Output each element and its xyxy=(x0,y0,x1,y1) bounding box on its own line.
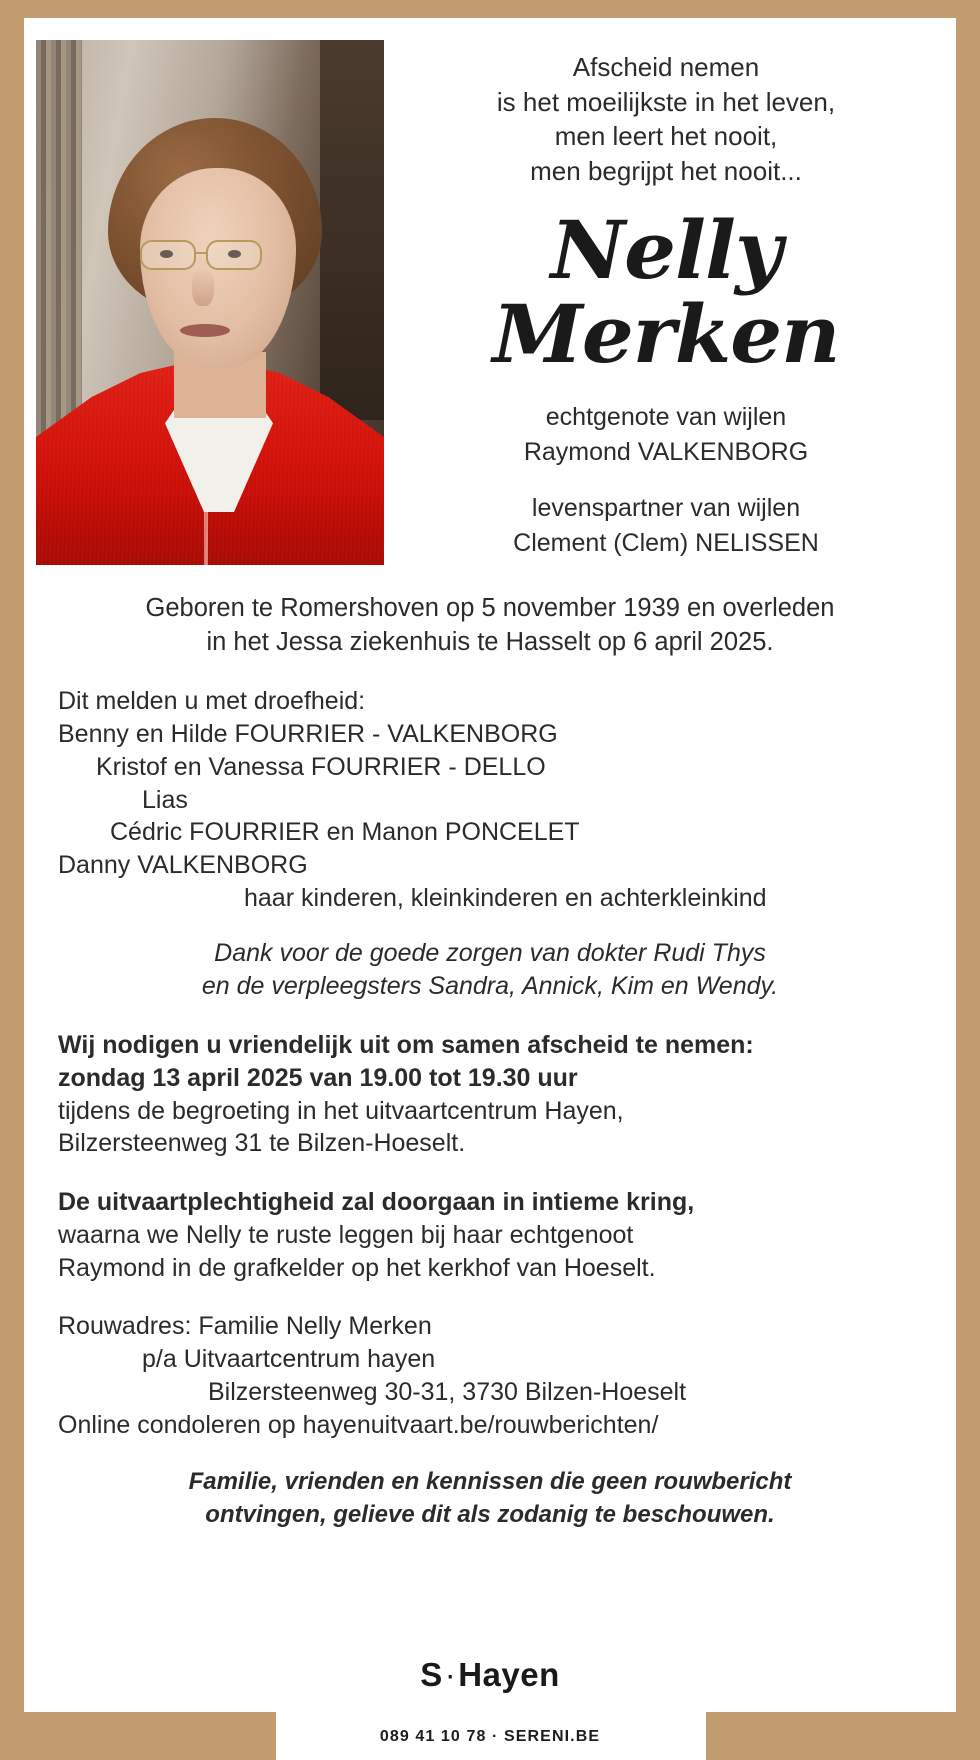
announcement-intro: Dit melden u met droefheid: xyxy=(58,687,366,716)
memorial-poem xyxy=(402,50,930,188)
mourning-address-line-3: Bilzersteenweg 30-31, 3730 Bilzen-Hoeselt xyxy=(208,1377,687,1406)
partner-relation xyxy=(402,491,930,560)
logo-name: Hayen xyxy=(458,1656,560,1693)
birth-death-line-1: Geboren te Romershoven op 5 november 1939 en overleden xyxy=(145,594,835,622)
mourning-address-block xyxy=(58,1310,922,1441)
family-member-1: Benny en Hilde FOURRIER - VALKENBORG xyxy=(58,720,558,749)
deceased-last-name: Merken xyxy=(492,287,840,382)
portrait-chair-right xyxy=(320,40,384,420)
ceremony-line-2: Raymond in de grafkelder op het kerkhof van Hoeselt. xyxy=(58,1253,656,1282)
poem-line-3: men leert het nooit, xyxy=(554,121,778,152)
logo-separator-dot: · xyxy=(444,1656,457,1693)
family-member-4: Cédric FOURRIER en Manon PONCELET xyxy=(110,818,580,847)
deceased-first-name: Nelly xyxy=(550,203,782,298)
closing-line-2: ontvingen, gelieve dit als zodanig te beschouwen. xyxy=(205,1501,775,1529)
thanks-line-2: en de verpleegsters Sandra, Annick, Kim en Wendy. xyxy=(201,971,779,1000)
online-condolence-link[interactable]: Online condoleren op hayenuitvaart.be/rouwberichten/ xyxy=(58,1410,659,1439)
poem-line-2: is het moeilijkste in het leven, xyxy=(496,86,836,117)
birth-death-line-2: in het Jessa ziekenhuis te Hasselt op 6 april 2025. xyxy=(206,628,774,657)
ceremony-line-1: waarna we Nelly te ruste leggen bij haar echtgenoot xyxy=(58,1220,634,1249)
footer-contact-bar: 089 41 10 78 · SERENI.BE xyxy=(379,1728,601,1745)
poem-line-4: men begrijpt het nooit... xyxy=(530,155,802,186)
family-member-5: Danny VALKENBORG xyxy=(58,851,308,880)
spouse-name: Raymond VALKENBORG xyxy=(523,437,809,466)
memorial-card xyxy=(24,18,956,1712)
card-header-region xyxy=(24,18,956,565)
invitation-block xyxy=(58,1029,922,1160)
invitation-datetime: zondag 13 april 2025 van 19.00 tot 19.30 uur xyxy=(58,1063,578,1092)
portrait-container xyxy=(24,40,384,565)
closing-note xyxy=(58,1465,922,1531)
ceremony-headline: De uitvaartplechtigheid zal doorgaan in intieme kring, xyxy=(58,1188,695,1217)
invitation-venue-line-2: Bilzersteenweg 31 te Bilzen-Hoeselt. xyxy=(58,1129,466,1158)
birth-death-info xyxy=(58,591,922,659)
thanks-line-1: Dank voor de goede zorgen van dokter Rudi Thys xyxy=(214,938,766,967)
invitation-venue-line-1: tijdens de begroeting in het uitvaartcentrum Hayen, xyxy=(58,1096,624,1125)
family-announcement xyxy=(58,685,922,914)
funeral-home-logo xyxy=(24,1656,956,1694)
ceremony-block xyxy=(58,1186,922,1284)
partner-name: Clement (Clem) NELISSEN xyxy=(513,528,819,557)
portrait-glasses-right-lens xyxy=(206,240,262,270)
mourning-address-line-1: Rouwadres: Familie Nelly Merken xyxy=(58,1312,432,1341)
poem-line-1: Afscheid nemen xyxy=(572,52,760,82)
spouse-relation xyxy=(402,400,930,469)
partner-relation-label: levenspartner van wijlen xyxy=(531,494,801,523)
header-text-region xyxy=(384,40,956,565)
logo-initial: S xyxy=(420,1656,443,1693)
portrait-photo xyxy=(36,40,384,565)
logo-text xyxy=(24,1656,956,1694)
portrait-chair-left xyxy=(36,40,82,440)
family-member-2: Kristof en Vanessa FOURRIER - DELLO xyxy=(96,752,546,781)
invitation-headline: Wij nodigen u vriendelijk uit om samen afscheid te nemen: xyxy=(58,1031,754,1060)
portrait-glasses-bridge xyxy=(196,252,208,254)
portrait-mouth xyxy=(180,324,230,337)
portrait-nose xyxy=(192,268,214,306)
spouse-relation-label: echtgenote van wijlen xyxy=(545,403,787,432)
family-summary: haar kinderen, kleinkinderen en achterkleinkind xyxy=(244,883,767,912)
caregiver-thanks xyxy=(58,937,922,1004)
portrait-glasses-left-lens xyxy=(140,240,196,270)
deceased-name xyxy=(397,203,936,382)
mourning-address-line-2: p/a Uitvaartcentrum hayen xyxy=(142,1345,436,1374)
card-body xyxy=(24,565,956,1532)
closing-line-1: Familie, vrienden en kennissen die geen rouwbericht xyxy=(188,1468,792,1496)
family-member-3: Lias xyxy=(142,785,188,814)
